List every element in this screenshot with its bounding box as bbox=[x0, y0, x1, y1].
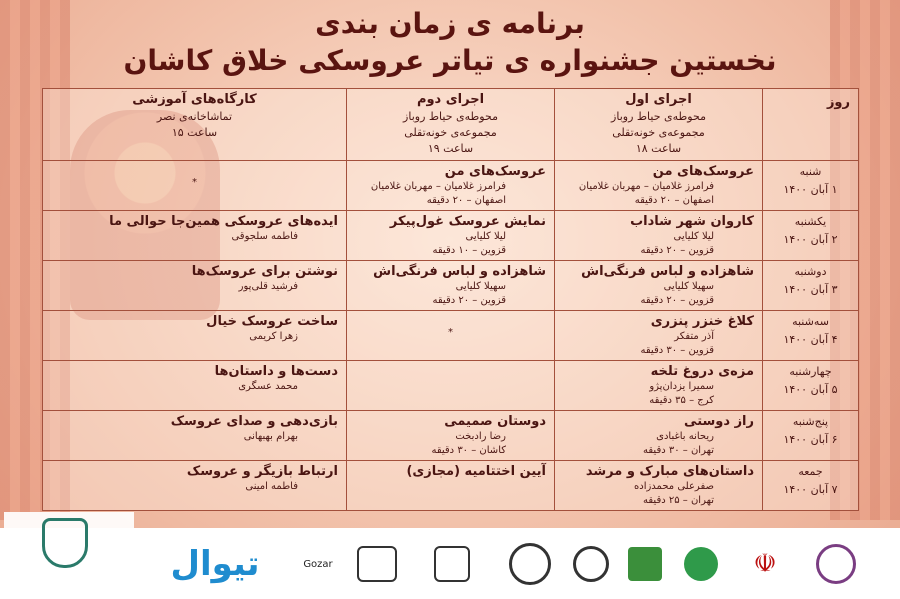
workshop-cell bbox=[43, 361, 347, 411]
perf1-cell bbox=[555, 261, 763, 311]
show-meta: قزوین – ۳۰ دقیقه bbox=[640, 345, 714, 356]
perf1-cell bbox=[555, 361, 763, 411]
show-title: آیین اختتامیه (مجازی) bbox=[406, 464, 546, 479]
day-cell bbox=[763, 361, 859, 411]
day-date: ۱ آبان ۱۴۰۰ bbox=[783, 183, 838, 196]
day-date: ۷ آبان ۱۴۰۰ bbox=[783, 483, 838, 496]
show-meta: قزوین – ۲۰ دقیقه bbox=[640, 295, 714, 306]
workshop-instructor: فاطمه سلجوقی bbox=[231, 231, 298, 242]
workshop-cell bbox=[43, 261, 347, 311]
show-title: شاهزاده و لباس فرنگی‌اش bbox=[581, 264, 754, 279]
day-name: چهارشنبه bbox=[789, 365, 832, 378]
day-date: ۵ آبان ۱۴۰۰ bbox=[783, 383, 838, 396]
kanoon-logo bbox=[676, 542, 726, 586]
show-title: راز دوستی bbox=[684, 414, 754, 429]
show-title: کلاغ خنزر پنزری bbox=[650, 314, 754, 329]
day-name: یکشنبه bbox=[794, 215, 827, 228]
header-perf2: اجرای دوم محوطه‌ی حیاط روباز مجموعه‌ی خونه‌تقلی ساعت ۱۹ bbox=[347, 89, 555, 161]
perf1-cell bbox=[555, 161, 763, 211]
perf2-cell bbox=[347, 161, 555, 211]
show-author: فرامرز غلامیان – مهربان غلامیان bbox=[578, 181, 714, 192]
header-row bbox=[43, 89, 859, 161]
show-author: فرامرز غلامیان – مهربان غلامیان bbox=[370, 181, 506, 192]
table-row bbox=[43, 461, 859, 511]
table-row bbox=[43, 211, 859, 261]
iran-emblem-icon: ☫ bbox=[753, 549, 777, 579]
show-author: سمیرا یزدان‌پژو bbox=[649, 381, 714, 392]
show-author: لیلا کلیایی bbox=[465, 231, 506, 242]
workshop-instructor: محمد عسگری bbox=[238, 381, 298, 392]
workshop-instructor: بهرام بهبهانی bbox=[243, 431, 298, 442]
kashan-municipality-logo bbox=[806, 542, 866, 586]
show-meta: کاشان – ۳۰ دقیقه bbox=[431, 445, 506, 456]
show-author: رضا رادبخت bbox=[455, 431, 506, 442]
show-title: کاروان شهر شاداب bbox=[630, 214, 754, 229]
perf1-cell bbox=[555, 461, 763, 511]
gozar-logo: Gozar bbox=[303, 558, 333, 570]
table-row bbox=[43, 411, 859, 461]
workshop-title: نوشتن برای عروسک‌ها bbox=[191, 264, 338, 279]
workshop-cell bbox=[43, 411, 347, 461]
film-logo bbox=[620, 542, 670, 586]
day-date: ۶ آبان ۱۴۰۰ bbox=[783, 433, 838, 446]
tiwal-logo[interactable]: تیوال bbox=[170, 544, 260, 584]
day-name: سه‌شنبه bbox=[792, 315, 829, 328]
header-perf1: اجرای اول محوطه‌ی حیاط روباز مجموعه‌ی خونه‌تقلی ساعت ۱۸ bbox=[555, 89, 763, 161]
day-cell bbox=[763, 261, 859, 311]
header-day: روز bbox=[763, 89, 859, 161]
table-row bbox=[43, 311, 859, 361]
workshop-cell bbox=[43, 461, 347, 511]
perf2-cell bbox=[347, 211, 555, 261]
workshop-instructor: فرشید قلی‌پور bbox=[238, 281, 298, 292]
empty-marker: * bbox=[192, 177, 197, 188]
perf1-cell bbox=[555, 211, 763, 261]
show-title: عروسک‌های من bbox=[652, 164, 754, 179]
day-date: ۲ آبان ۱۴۰۰ bbox=[783, 233, 838, 246]
show-author: لیلا کلیایی bbox=[673, 231, 714, 242]
show-title: نمایش عروسک غول‌پیکر bbox=[389, 214, 546, 229]
show-meta: اصفهان – ۲۰ دقیقه bbox=[426, 195, 506, 206]
page-title: برنامه ی زمان بندی bbox=[315, 7, 585, 40]
show-meta: قزوین – ۲۰ دقیقه bbox=[432, 295, 506, 306]
workshop-instructor: فاطمه امینی bbox=[245, 481, 298, 492]
workshop-title: ایده‌های عروسکی همین‌جا حوالی ما bbox=[109, 214, 338, 229]
sponsor-footer bbox=[0, 528, 900, 599]
anjoman-logo bbox=[566, 542, 616, 586]
header-workshop: کارگاه‌های آموزشی تماشاخانه‌ی نصر ساعت ۱۵ bbox=[43, 89, 347, 161]
workshop-title: ساخت عروسک خیال bbox=[206, 314, 338, 329]
workshop-cell bbox=[43, 161, 347, 211]
show-meta: قزوین – ۲۰ دقیقه bbox=[640, 245, 714, 256]
perf2-cell bbox=[347, 461, 555, 511]
day-cell bbox=[763, 461, 859, 511]
page-header bbox=[0, 6, 900, 80]
workshop-cell bbox=[43, 311, 347, 361]
khoone-naghli-logo bbox=[412, 542, 492, 586]
perf2-cell bbox=[347, 411, 555, 461]
table-row bbox=[43, 161, 859, 211]
day-cell bbox=[763, 311, 859, 361]
show-title: مزه‌ی دروغ تلخه bbox=[650, 364, 754, 379]
empty-marker: * bbox=[448, 327, 453, 338]
show-meta: قزوین – ۱۰ دقیقه bbox=[432, 245, 506, 256]
show-author: آذر متفکر bbox=[674, 331, 714, 342]
day-name: شنبه bbox=[799, 165, 822, 178]
show-title: عروسک‌های من bbox=[444, 164, 546, 179]
festival-side-logo bbox=[4, 512, 134, 592]
table-row bbox=[43, 361, 859, 411]
workshop-title: ارتباط بازیگر و عروسک bbox=[186, 464, 338, 479]
show-title: دوستان صمیمی bbox=[444, 414, 546, 429]
perf2-cell bbox=[347, 361, 555, 411]
day-date: ۳ آبان ۱۴۰۰ bbox=[783, 283, 838, 296]
workshop-title: دست‌ها و داستان‌ها bbox=[214, 364, 338, 379]
day-name: جمعه bbox=[798, 465, 823, 478]
show-meta: کرج – ۳۵ دقیقه bbox=[649, 395, 714, 406]
day-date: ۴ آبان ۱۴۰۰ bbox=[783, 333, 838, 346]
table-row bbox=[43, 261, 859, 311]
perf1-cell bbox=[555, 411, 763, 461]
festival-emblem-icon bbox=[42, 518, 88, 568]
perf2-cell bbox=[347, 311, 555, 361]
show-author: ریحانه باغبادی bbox=[656, 431, 714, 442]
show-title: داستان‌های مبارک و مرشد bbox=[585, 464, 754, 479]
workshop-cell bbox=[43, 211, 347, 261]
day-cell bbox=[763, 211, 859, 261]
tamashakhaneh-logo bbox=[500, 542, 560, 586]
perf2-cell bbox=[347, 261, 555, 311]
gozar-mark-icon bbox=[352, 542, 402, 586]
workshop-instructor: زهرا کریمی bbox=[249, 331, 298, 342]
show-meta: اصفهان – ۲۰ دقیقه bbox=[634, 195, 714, 206]
show-meta: تهران – ۲۵ دقیقه bbox=[643, 495, 714, 506]
page-subtitle: نخستین جشنواره ی تیاتر عروسکی خلاق کاشان bbox=[123, 44, 777, 77]
day-cell bbox=[763, 161, 859, 211]
schedule-table bbox=[42, 88, 859, 511]
perf1-cell bbox=[555, 311, 763, 361]
day-cell bbox=[763, 411, 859, 461]
workshop-title: بازی‌دهی و صدای عروسک bbox=[170, 414, 338, 429]
show-author: سهیلا کلیایی bbox=[663, 281, 714, 292]
show-author: سهیلا کلیایی bbox=[455, 281, 506, 292]
day-name: پنج‌شنبه bbox=[792, 415, 829, 428]
show-meta: تهران – ۳۰ دقیقه bbox=[643, 445, 714, 456]
show-author: صفرعلی محمدزاده bbox=[634, 481, 714, 492]
show-title: شاهزاده و لباس فرنگی‌اش bbox=[373, 264, 546, 279]
day-name: دوشنبه bbox=[794, 265, 827, 278]
